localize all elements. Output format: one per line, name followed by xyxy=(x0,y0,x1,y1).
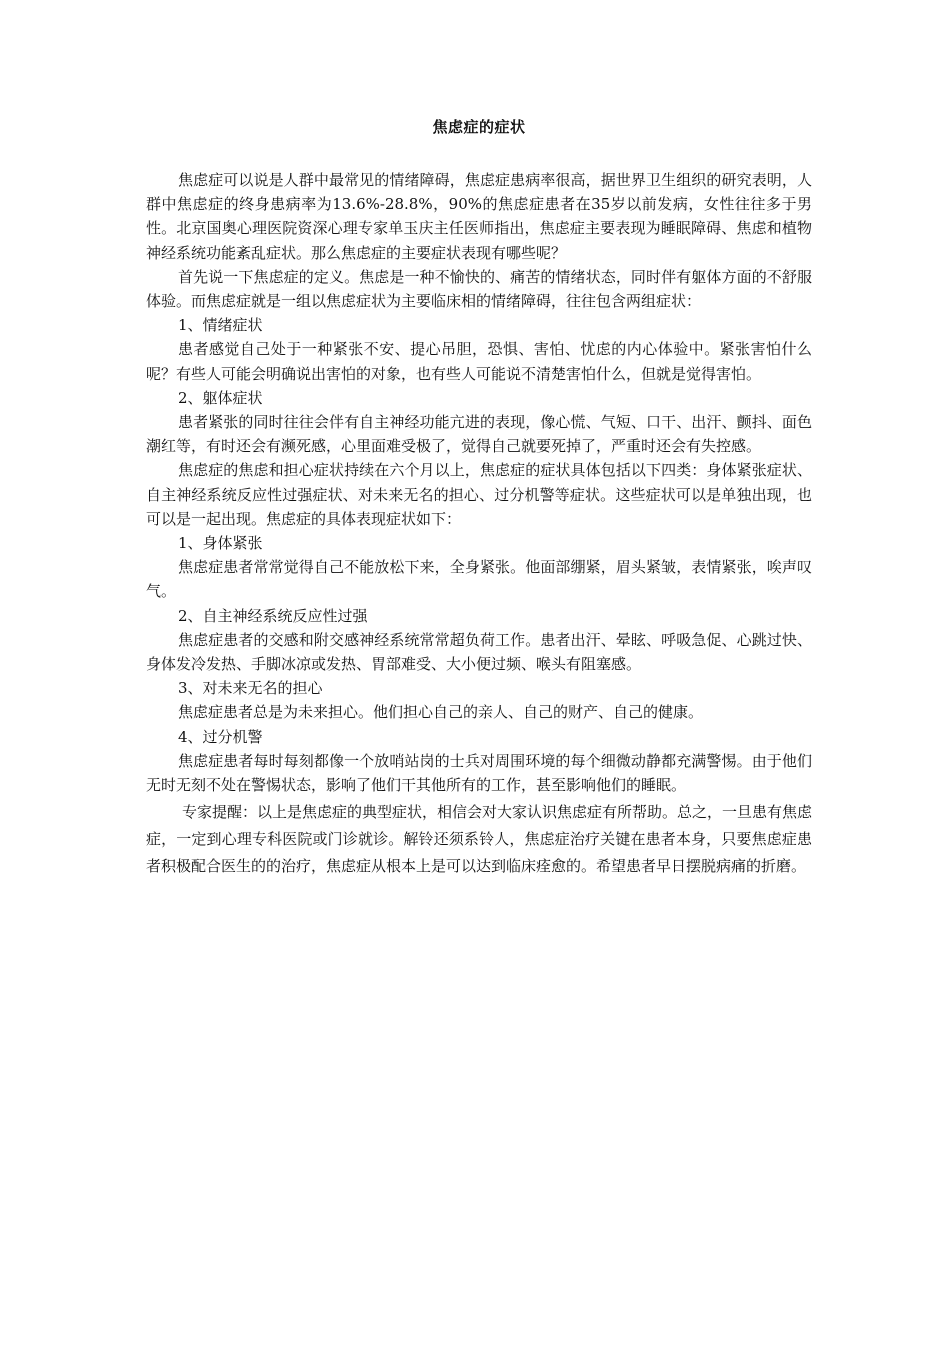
paragraph-four-categories: 焦虑症的焦虑和担心症状持续在六个月以上，焦虑症的症状具体包括以下四类：身体紧张症状、自主神经系统反应性过强症状、对未来无名的担心、过分机警等症状。这些症状可以是单独出现，也可以是一起出现。焦虑症的具体表现症状如下： xyxy=(146,461,812,528)
paragraph-physical-symptoms: 患者紧张的同时往往会伴有自主神经功能亢进的表现，像心慌、气短、口干、出汗、颤抖、面色潮红等，有时还会有濒死感，心里面难受极了，觉得自己就要死掉了，严重时还会有失控感。 xyxy=(146,413,812,456)
paragraph-intro: 焦虑症可以说是人群中最常见的情绪障碍，焦虑症患病率很高，据世界卫生组织的研究表明，人群中焦虑症的终身患病率为13.6%-28.8%，90%的焦虑症患者在35岁以前发病，女性往往多于男性。北京国奥心理医院资深心理专家单玉庆主任医师指出，焦虑症主要表现为睡眠障碍、焦虑和植物神经系统功能紊乱症状。那么焦虑症的主要症状表现有哪些呢？ xyxy=(146,171,812,262)
paragraph-future-worry: 焦虑症患者总是为未来担心。他们担心自己的亲人、自己的财产、自己的健康。 xyxy=(178,703,704,722)
section-heading-physical-symptoms: 2、躯体症状 xyxy=(178,388,263,407)
paragraph-definition: 首先说一下焦虑症的定义。焦虑是一种不愉快的、痛苦的情绪状态，同时伴有躯体方面的不舒服体验。而焦虑症就是一组以焦虑症状为主要临床相的情绪障碍，往往包含两组症状： xyxy=(146,267,812,311)
paragraph-emotional-symptoms: 患者感觉自己处于一种紧张不安、提心吊胆，恐惧、害怕、忧虑的内心体验中。紧张害怕什么呢？有些人可能会明确说出害怕的对象，也有些人可能说不清楚害怕什么，但就是觉得害怕。 xyxy=(146,340,812,383)
document-page xyxy=(146,117,812,880)
paragraph-autonomic-overreaction: 焦虑症患者的交感和附交感神经系统常常超负荷工作。患者出汗、晕眩、呼吸急促、心跳过快、身体发冷发热、手脚冰凉或发热、胃部难受、大小便过频、喉头有阻塞感。 xyxy=(146,630,812,674)
paragraph-expert-advice: 专家提醒：以上是焦虑症的典型症状，相信会对大家认识焦虑症有所帮助。总之，一旦患有焦虑症，一定到心理专科医院或门诊就诊。解铃还须系铃人，焦虑症治疗关键在患者本身，只要焦虑症患者积极配合医生的的治疗，焦虑症从根本上是可以达到临床痊愈的。希望患者早日摆脱病痛的折磨。 xyxy=(146,803,813,876)
document-body xyxy=(146,168,812,880)
section-heading-body-tension: 1、身体紧张 xyxy=(178,534,263,553)
section-heading-autonomic-overreaction: 2、自主神经系统反应性过强 xyxy=(178,606,368,625)
section-heading-hypervigilance: 4、过分机警 xyxy=(178,727,263,746)
document-title: 焦虑症的症状 xyxy=(432,118,526,136)
section-heading-future-worry: 3、对未来无名的担心 xyxy=(178,679,323,698)
paragraph-body-tension: 焦虑症患者常常觉得自己不能放松下来，全身紧张。他面部绷紧，眉头紧皱，表情紧张，唉声叹气。 xyxy=(146,558,812,601)
paragraph-hypervigilance: 焦虑症患者每时每刻都像一个放哨站岗的士兵对周围环境的每个细微动静都充满警惕。由于他们无时无刻不处在警惕状态，影响了他们干其他所有的工作，甚至影响他们的睡眠。 xyxy=(146,751,812,795)
section-heading-emotional-symptoms: 1、情绪症状 xyxy=(178,316,263,335)
